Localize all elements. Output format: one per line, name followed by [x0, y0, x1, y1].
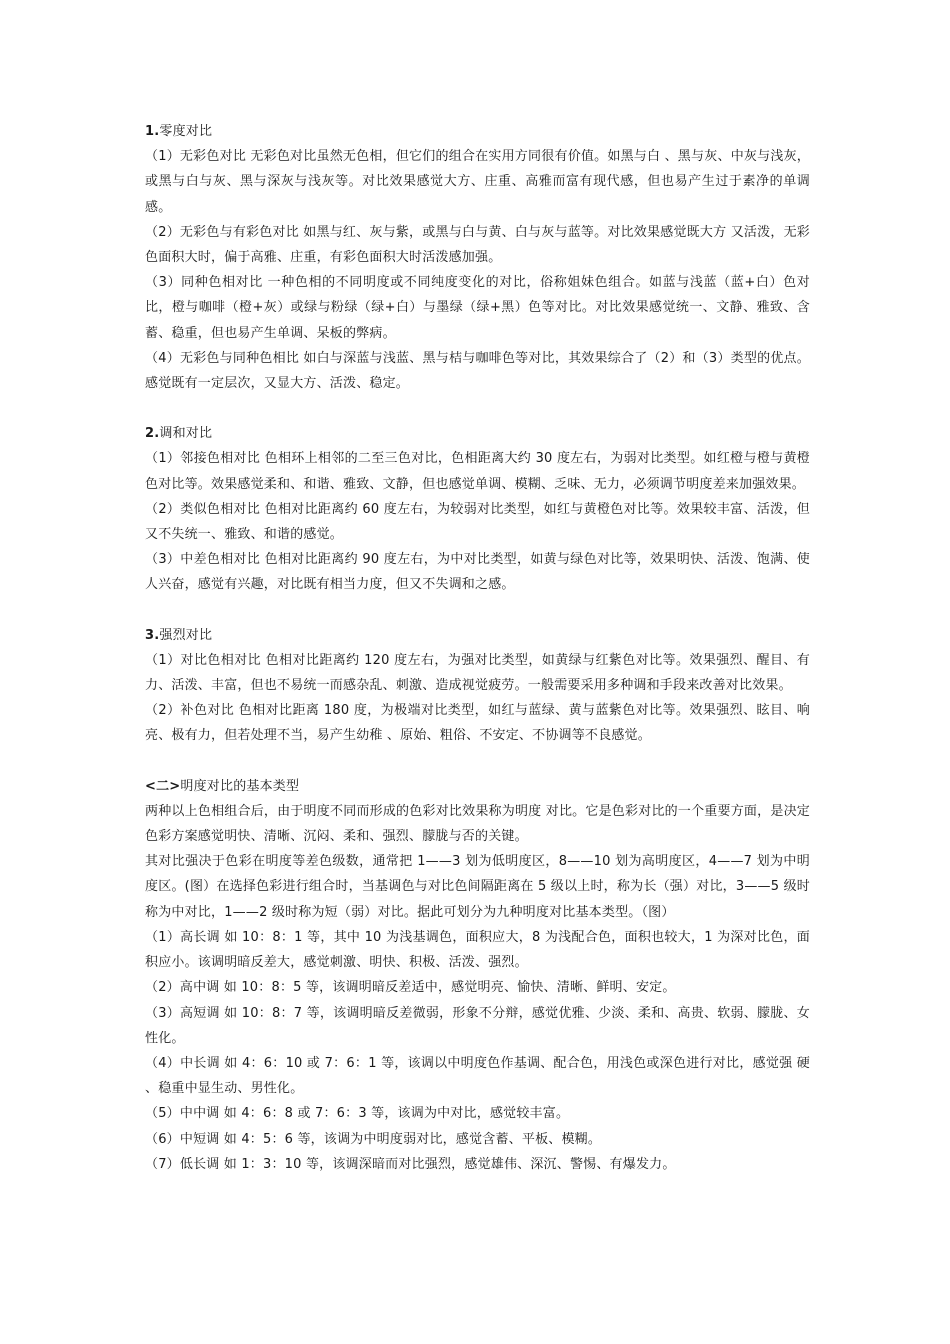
paragraph: （3）中差色相对比 色相对比距离约 90 度左右，为中对比类型，如黄与绿色对比等，效果明快、活泼、饱满、使人兴奋，感觉有兴趣，对比既有相当力度，但又不失调和之感。	[145, 552, 810, 593]
paragraph: 两种以上色相组合后，由于明度不同而形成的色彩对比效果称为明度 对比。它是色彩对比的一个重要方面，是决定色彩方案感觉明快、清晰、沉闷、柔和、强烈、朦胧与否的关键。	[145, 803, 810, 845]
paragraph: （3）高短调 如 10：8：7 等，该调明暗反差微弱，形象不分辩，感觉优雅、少淡、柔和、高贵、软弱、朦胧、女性化。	[145, 1005, 810, 1046]
heading-text: 零度对比	[159, 124, 213, 139]
heading-text: 强烈对比	[159, 627, 213, 643]
paragraph: （1）对比色相对比 色相对比距离约 120 度左右，为强对比类型，如黄绿与红紫色对比等。效果强烈、醒目、有力、活泼、丰富，但也不易统一而感杂乱、刺激、造成视觉疲劳。一般需要采用多种调和手段来改善对比效果。	[145, 652, 810, 694]
section-heading	[145, 774, 810, 799]
heading-number: 1.	[145, 124, 160, 139]
heading-number: 2.	[145, 426, 160, 442]
section-heading	[145, 623, 810, 648]
paragraph: （1）邻接色相对比 色相环上相邻的二至三色对比，色相距离大约 30 度左右，为弱对比类型。如红橙与橙与黄橙色对比等。效果感觉柔和、和谐、雅致、文静，但也感觉单调、模糊、乏味、无力，必须调节明度差来加强效果。	[145, 451, 810, 492]
paragraph: 其对比强决于色彩在明度等差色级数，通常把 1——3 划为低明度区，8——10 划为高明度区，4——7 划为中明度区。(图）在选择色彩进行组合时，当基调色与对比色间隔距离在 5 级以上时，称为长（强）对比，3——5 级时称为中对比，1——2 级时称为短（弱）对比。据此可划分为九种明度对比基本类型。（图）	[145, 854, 810, 920]
section-zero-contrast	[145, 119, 810, 396]
paragraph: （7）低长调 如 1：3：10 等，该调深暗而对比强烈，感觉雄伟、深沉、警惕、有爆发力。	[145, 1156, 676, 1172]
paragraph: （1）高长调 如 10：8：1 等，其中 10 为浅基调色，面积应大，8 为浅配合色，面积也较大，1 为深对比色，面积应小。该调明暗反差大，感觉刺激、明快、积极、活泼、强烈。	[145, 929, 810, 971]
heading-text: 调和对比	[159, 426, 213, 442]
heading-text: 明度对比的基本类型	[180, 778, 300, 794]
paragraph: （4）无彩色与同种色相比 如白与深蓝与浅蓝、黑与桔与咖啡色等对比，其效果综合了（2）和（3）类型的优点。感觉既有一定层次，又显大方、活泼、稳定。	[145, 350, 810, 392]
paragraph: （4）中长调 如 4：6：10 或 7：6：1 等，该调以中明度色作基调、配合色，用浅色或深色进行对比，感觉强 硬 、稳重中显生动、男性化。	[145, 1055, 810, 1097]
paragraph: （2）补色对比 色相对比距离 180 度，为极端对比类型，如红与蓝绿、黄与蓝紫色对比等。效果强烈、眩目、响亮、极有力，但若处理不当，易产生幼稚 、原始、粗俗、不安定、不协调等不良感觉。	[145, 703, 810, 744]
section-heading	[145, 421, 810, 446]
section-strong-contrast	[145, 623, 810, 749]
document-page	[145, 119, 810, 1177]
paragraph: （5）中中调 如 4：6：8 或 7：6：3 等，该调为中对比，感觉较丰富。	[145, 1106, 570, 1122]
heading-number: 3.	[145, 627, 160, 643]
section-heading	[145, 119, 810, 144]
paragraph: （2）无彩色与有彩色对比 如黑与红、灰与紫，或黑与白与黄、白与灰与蓝等。对比效果感觉既大方 又活泼，无彩色面积大时，偏于高雅、庄重，有彩色面积大时活泼感加强。	[145, 224, 810, 266]
section-harmonic-contrast	[145, 421, 810, 597]
section-brightness-contrast	[145, 774, 810, 1177]
paragraph: （3）同种色相对比 一种色相的不同明度或不同纯度变化的对比，俗称姐妹色组合。如蓝与浅蓝（蓝+白）色对比，橙与咖啡（橙+灰）或绿与粉绿（绿+白）与墨绿（绿+黑）色等对比。对比效果感觉统一、文静、雅致、含蓄、稳重，但也易产生单调、呆板的弊病。	[145, 275, 810, 341]
paragraph: （1）无彩色对比 无彩色对比虽然无色相，但它们的组合在实用方同很有价值。如黑与白 、黑与灰、中灰与浅灰，或黑与白与灰、黑与深灰与浅灰等。对比效果感觉大方、庄重、高雅而富有现代感，但也易产生过于素净的单调感。	[145, 149, 810, 215]
heading-number: <二>	[145, 778, 181, 794]
paragraph: （2）高中调 如 10：8：5 等，该调明暗反差适中，感觉明亮、愉快、清晰、鲜明、安定。	[145, 980, 676, 996]
paragraph: （2）类似色相对比 色相对比距离约 60 度左右，为较弱对比类型，如红与黄橙色对比等。效果较丰富、活泼，但又不失统一、雅致、和谐的感觉。	[145, 501, 810, 543]
paragraph: （6）中短调 如 4：5：6 等，该调为中明度弱对比，感觉含蓄、平板、模糊。	[145, 1131, 602, 1147]
